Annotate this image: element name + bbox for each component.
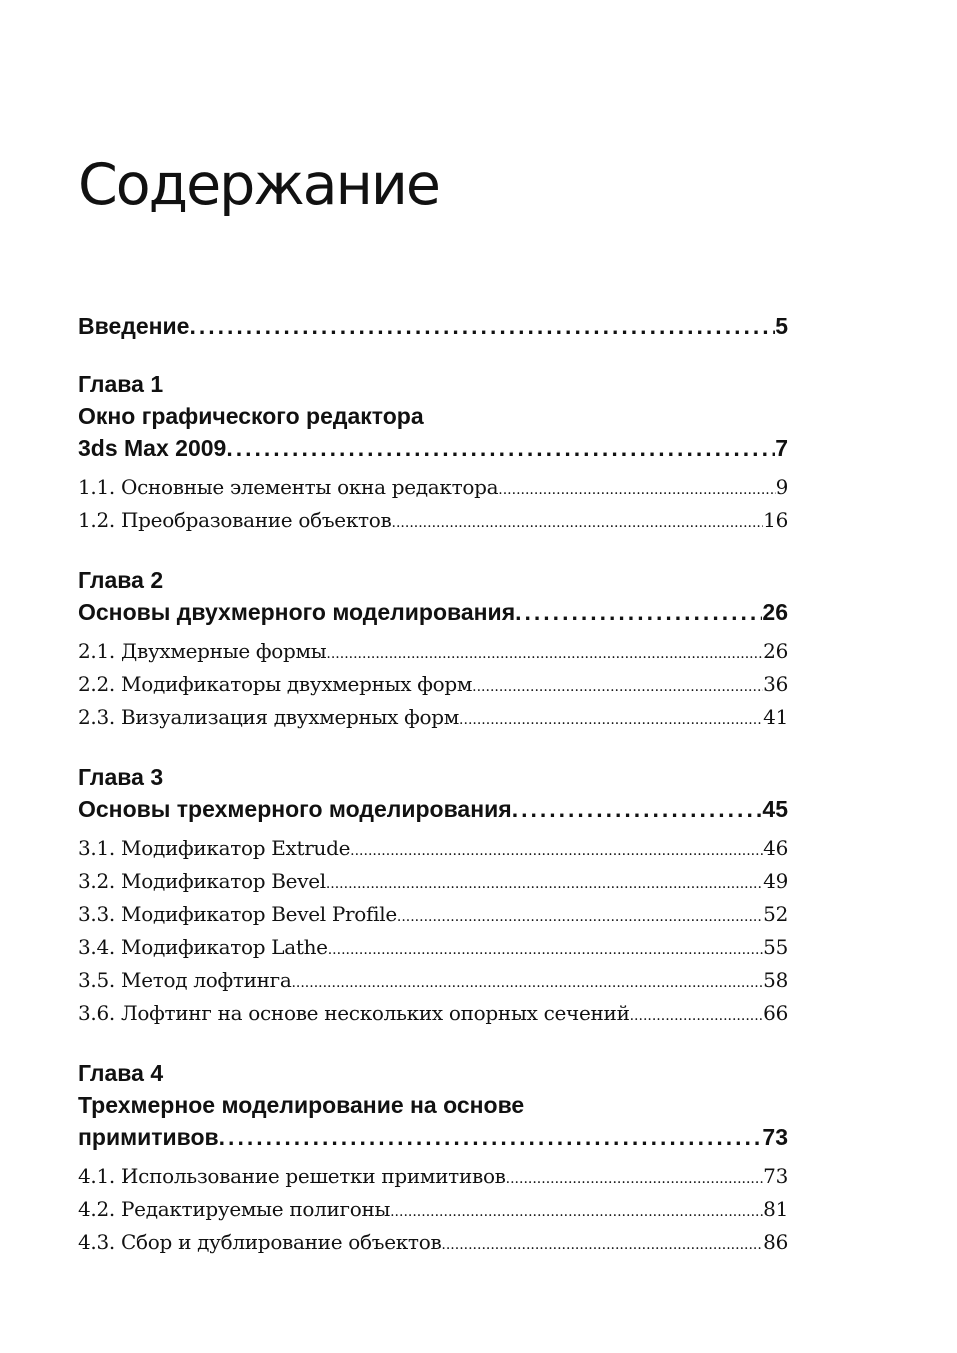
- section-title: 3.3. Модификатор Bevel Profile: [78, 902, 397, 926]
- entry-page: 26: [762, 599, 788, 625]
- section-page: 46: [763, 836, 788, 860]
- dot-leader: [630, 1001, 764, 1031]
- section-entry: [78, 866, 788, 899]
- entry-title: 3ds Max 2009: [78, 435, 227, 461]
- chapter-label: Глава 4: [78, 1060, 164, 1086]
- chapter-4: [78, 1057, 788, 1260]
- section-title: 3.6. Лофтинг на основе нескольких опорных сечений: [78, 1001, 630, 1025]
- entry-page: 45: [762, 796, 788, 822]
- dot-leader: [350, 836, 763, 866]
- dot-leader: [472, 672, 763, 702]
- dot-leader: [291, 968, 763, 998]
- section-entry: [78, 899, 788, 932]
- section-entry: [78, 505, 788, 538]
- section-entry: [78, 932, 788, 965]
- section-page: 26: [763, 639, 788, 663]
- section-page: 9: [775, 475, 788, 499]
- chapter-label: Глава 1: [78, 371, 164, 397]
- section-page: 52: [763, 902, 788, 926]
- dot-leader: [515, 596, 762, 628]
- dot-leader: [226, 432, 775, 464]
- section-page: 55: [763, 935, 788, 959]
- section-entry: [78, 702, 788, 735]
- dot-leader: [189, 310, 775, 342]
- section-page: 16: [763, 508, 788, 532]
- section-page: 66: [763, 1001, 788, 1025]
- section-title: 3.1. Модификатор Extrude: [78, 836, 351, 860]
- toc-intro: [78, 310, 788, 342]
- toc-entry-intro: [78, 310, 788, 342]
- chapter-title-entry: [78, 793, 788, 825]
- entry-page: 5: [775, 313, 788, 339]
- section-title: 2.2. Модификаторы двухмерных форм: [78, 672, 473, 696]
- chapter-2: [78, 564, 788, 735]
- dot-leader: [326, 869, 763, 899]
- section-entry: [78, 1194, 788, 1227]
- section-title: 2.1. Двухмерные формы: [78, 639, 327, 663]
- chapter-3: [78, 761, 788, 1031]
- chapter-label: Глава 3: [78, 764, 164, 790]
- chapter-title-line: Трехмерное моделирование на основе: [78, 1092, 525, 1118]
- dot-leader: [390, 1197, 763, 1227]
- dot-leader: [506, 1164, 763, 1194]
- section-title: 4.1. Использование решетки примитивов: [78, 1164, 506, 1188]
- section-page: 49: [763, 869, 788, 893]
- section-title: 3.2. Модификатор Bevel: [78, 869, 326, 893]
- dot-leader: [498, 475, 775, 505]
- dot-leader: [441, 1230, 763, 1260]
- dot-leader: [328, 935, 763, 965]
- entry-title: Введение: [78, 313, 190, 339]
- section-entry: [78, 1227, 788, 1260]
- section-entry: [78, 998, 788, 1031]
- section-entry: [78, 669, 788, 702]
- page-title: Содержание: [78, 152, 439, 218]
- section-title: 3.5. Метод лофтинга: [78, 968, 292, 992]
- chapter-title-entry: [78, 432, 788, 464]
- entry-page: 73: [762, 1124, 788, 1150]
- section-page: 86: [763, 1230, 788, 1254]
- section-title: 4.2. Редактируемые полигоны: [78, 1197, 391, 1221]
- dot-leader: [397, 902, 763, 932]
- dot-leader: [219, 1121, 763, 1153]
- dot-leader: [512, 793, 763, 825]
- section-page: 81: [763, 1197, 788, 1221]
- section-entry: [78, 1161, 788, 1194]
- section-entry: [78, 833, 788, 866]
- section-entry: [78, 636, 788, 669]
- section-page: 41: [763, 705, 788, 729]
- entry-title: Основы трехмерного моделирования: [78, 796, 512, 822]
- section-title: 1.2. Преобразование объектов: [78, 508, 392, 532]
- section-page: 58: [763, 968, 788, 992]
- section-title: 2.3. Визуализация двухмерных форм: [78, 705, 460, 729]
- section-entry: [78, 965, 788, 998]
- section-entry: [78, 472, 788, 505]
- chapter-label: Глава 2: [78, 567, 164, 593]
- dot-leader: [326, 639, 763, 669]
- section-page: 73: [763, 1164, 788, 1188]
- entry-title: примитивов: [78, 1124, 219, 1150]
- section-title: 3.4. Модификатор Lathe: [78, 935, 328, 959]
- section-title: 4.3. Сбор и дублирование объектов: [78, 1230, 442, 1254]
- dot-leader: [459, 705, 763, 735]
- entry-title: Основы двухмерного моделирования: [78, 599, 516, 625]
- chapter-1: [78, 368, 788, 538]
- chapter-title-line: Окно графического редактора: [78, 403, 424, 429]
- dot-leader: [392, 508, 764, 538]
- section-page: 36: [763, 672, 788, 696]
- toc-page: [78, 140, 788, 1260]
- chapter-title-entry: [78, 596, 788, 628]
- entry-page: 7: [775, 435, 788, 461]
- section-title: 1.1. Основные элементы окна редактора: [78, 475, 499, 499]
- chapter-title-entry: [78, 1121, 788, 1153]
